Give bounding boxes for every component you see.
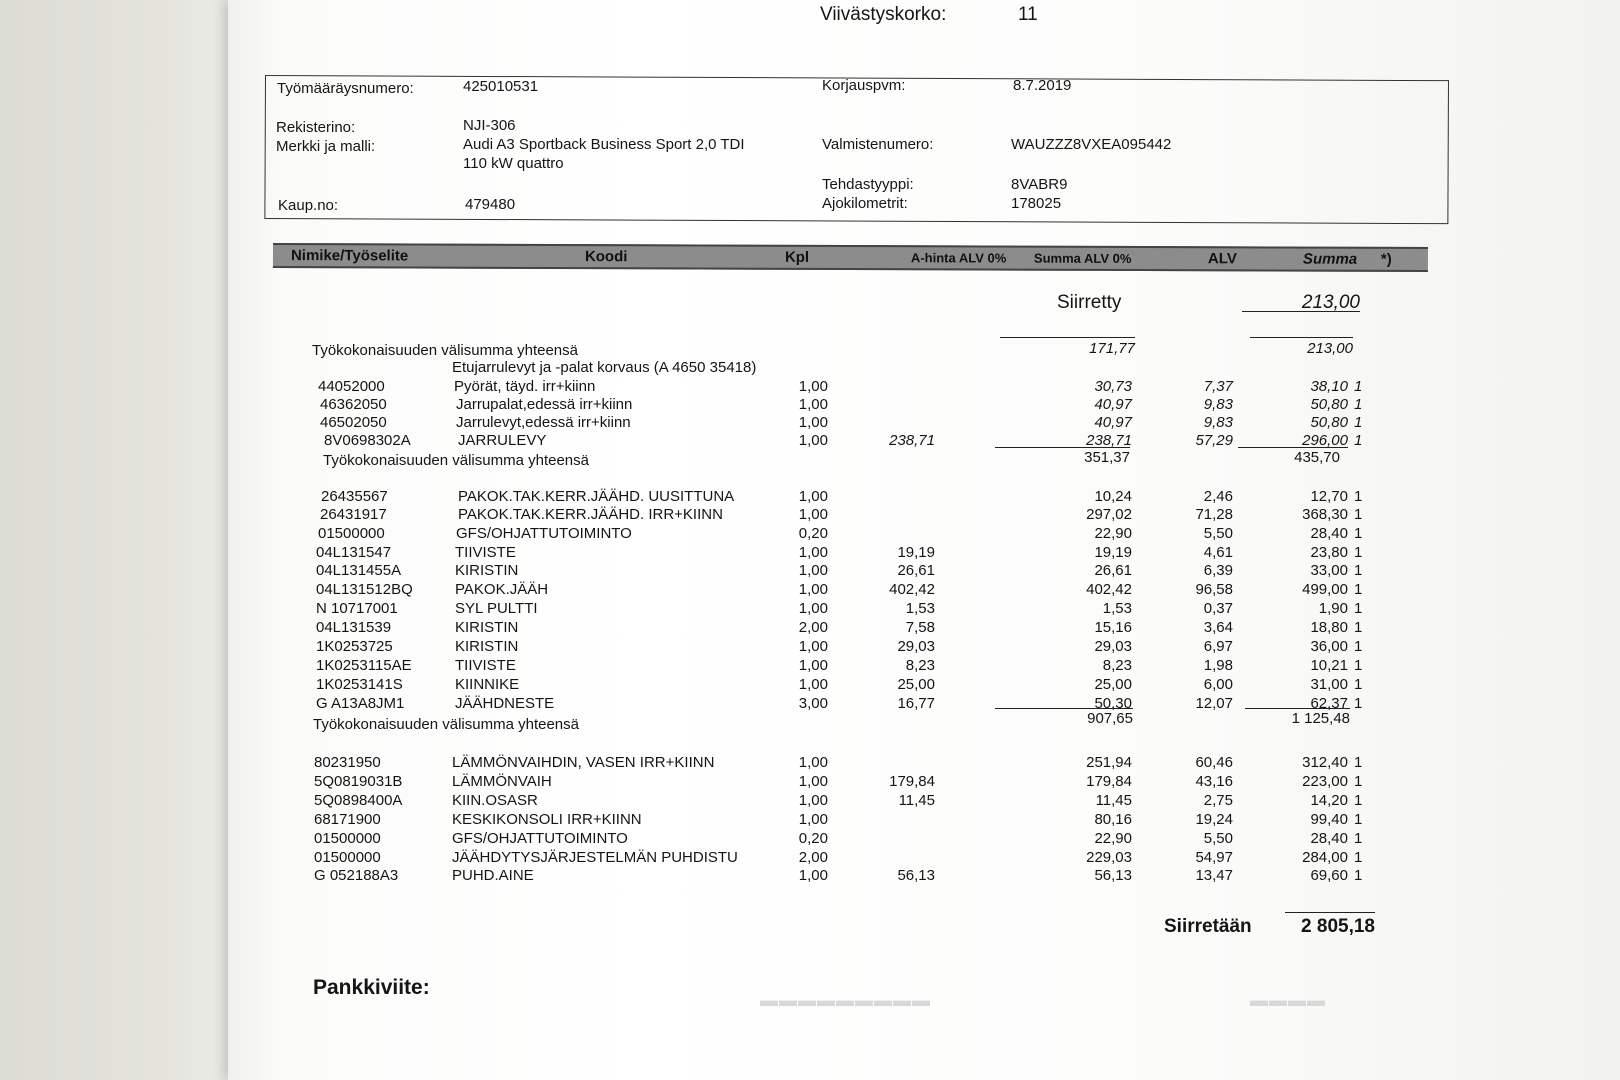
item-marker: 1 — [1354, 581, 1363, 598]
item-vat: 4,61 — [1203, 544, 1233, 561]
item-sum-vat0: 29,03 — [1094, 638, 1132, 655]
item-marker: 1 — [1354, 773, 1363, 790]
item-name: KIRISTIN — [455, 619, 519, 636]
item-total: 368,30 — [1302, 506, 1348, 523]
item-sum-vat0: 15,16 — [1094, 619, 1132, 636]
item-sum-vat0: 1,53 — [1102, 600, 1132, 617]
item-code: 26435567 — [321, 488, 388, 505]
make-model-value: Audi A3 Sportback Business Sport 2,0 TDI — [463, 136, 745, 153]
item-qty: 1,00 — [798, 506, 828, 523]
item-total: 499,00 — [1302, 581, 1348, 598]
show-through-text: ▬▬▬▬ — [1250, 990, 1326, 1010]
item-qty: 1,00 — [798, 811, 828, 828]
item-sum-vat0: 11,45 — [1095, 792, 1132, 809]
item-marker: 1 — [1354, 544, 1363, 561]
item-sum-vat0: 40,97 — [1094, 414, 1132, 431]
item-code: 01500000 — [314, 830, 381, 847]
item-vat: 60,46 — [1195, 754, 1233, 771]
item-qty: 1,00 — [798, 378, 828, 395]
item-name: Jarrupalat,edessä irr+kiinn — [456, 396, 633, 413]
subtotal-3-total: 1 125,48 — [1291, 710, 1350, 727]
item-marker: 1 — [1354, 562, 1363, 579]
item-qty: 1,00 — [798, 544, 828, 561]
item-name: TIIVISTE — [455, 544, 516, 561]
item-unit-price: 1,53 — [905, 600, 935, 617]
item-total: 50,80 — [1310, 414, 1348, 431]
item-vat: 5,50 — [1203, 830, 1233, 847]
item-code: 80231950 — [314, 754, 381, 771]
item-vat: 71,28 — [1195, 506, 1233, 523]
item-code: 5Q0819031B — [314, 773, 403, 790]
item-total: 36,00 — [1310, 638, 1348, 655]
item-marker: 1 — [1354, 830, 1363, 847]
item-vat: 6,97 — [1203, 638, 1233, 655]
item-name: KIRISTIN — [455, 562, 519, 579]
item-qty: 1,00 — [798, 488, 828, 505]
item-qty: 1,00 — [798, 562, 828, 579]
item-vat: 54,97 — [1195, 849, 1233, 866]
item-unit-price: 11,45 — [898, 792, 935, 809]
item-code: 1K0253141S — [316, 676, 403, 693]
subtotal-2-total: 435,70 — [1294, 449, 1340, 466]
item-marker: 1 — [1354, 754, 1363, 771]
item-vat: 3,64 — [1203, 619, 1233, 636]
item-marker: 1 — [1354, 811, 1363, 828]
col-code: Koodi — [584, 248, 628, 266]
item-qty: 1,00 — [798, 676, 828, 693]
item-vat: 0,37 — [1203, 600, 1233, 617]
item-qty: 1,00 — [798, 638, 828, 655]
item-name: LÄMMÖNVAIH — [452, 773, 552, 790]
item-vat: 1,98 — [1203, 657, 1233, 674]
item-sum-vat0: 50,30 — [1094, 695, 1132, 712]
item-qty: 3,00 — [798, 695, 828, 712]
col-vat: ALV — [1207, 250, 1237, 268]
odometer-value: 178025 — [1011, 195, 1062, 212]
item-marker: 1 — [1354, 432, 1363, 449]
item-code: 01500000 — [318, 525, 385, 542]
repair-date-value: 8.7.2019 — [1013, 77, 1072, 94]
item-total: 18,80 — [1310, 619, 1348, 636]
rule — [1000, 337, 1135, 338]
item-vat: 6,00 — [1203, 676, 1233, 693]
item-total: 284,00 — [1302, 849, 1348, 866]
item-sum-vat0: 238,71 — [1086, 432, 1132, 449]
item-marker: 1 — [1354, 638, 1363, 655]
item-vat: 9,83 — [1203, 414, 1233, 431]
item-unit-price: 26,61 — [897, 562, 935, 579]
item-sum-vat0: 26,61 — [1094, 562, 1132, 579]
item-sum-vat0: 22,90 — [1094, 830, 1132, 847]
item-vat: 19,24 — [1195, 811, 1233, 828]
item-name: GFS/OHJATTUTOIMINTO — [456, 525, 632, 542]
item-unit-price: 402,42 — [889, 581, 935, 598]
item-name: KIIN.OSASR — [452, 792, 538, 809]
rule — [1250, 337, 1353, 338]
item-unit-price: 8,23 — [905, 657, 935, 674]
item-code: 26431917 — [320, 506, 387, 523]
item-code: 1K0253725 — [316, 638, 393, 655]
make-model-label: Merkki ja malli: — [276, 138, 376, 155]
subtotal-3-sum0: 907,65 — [1087, 710, 1133, 727]
item-unit-price: 19,19 — [897, 544, 935, 561]
item-vat: 96,58 — [1195, 581, 1233, 598]
item-qty: 0,20 — [798, 525, 828, 542]
item-marker: 1 — [1354, 600, 1363, 617]
item-sum-vat0: 30,73 — [1094, 378, 1132, 395]
item-total: 296,00 — [1302, 432, 1348, 449]
col-unit-price: A-hinta ALV 0% — [910, 250, 1007, 266]
item-name: SYL PULTTI — [455, 600, 538, 617]
item-name: Jarrulevyt,edessä irr+kiinn — [456, 414, 631, 431]
item-name: TIIVISTE — [455, 657, 516, 674]
factory-type-value: 8VABR9 — [1011, 176, 1068, 193]
show-through-text: ▬▬▬▬▬▬▬▬▬ — [760, 990, 931, 1010]
vin-label: Valmistenumero: — [822, 136, 934, 153]
item-total: 50,80 — [1310, 396, 1348, 413]
section-title: Etujarrulevyt ja -palat korvaus (A 4650 35418) — [452, 359, 757, 376]
rule — [995, 708, 1133, 709]
repair-date-label: Korjauspvm: — [822, 77, 906, 94]
item-qty: 1,00 — [798, 867, 828, 884]
item-name: JÄÄHDYTYSJÄRJESTELMÄN PUHDISTU — [452, 849, 738, 866]
item-total: 14,20 — [1310, 792, 1348, 809]
item-marker: 1 — [1354, 488, 1363, 505]
item-code: 44052000 — [318, 378, 385, 395]
carried-in-value: 213,00 — [1301, 292, 1360, 313]
item-name: KESKIKONSOLI IRR+KIINN — [452, 811, 642, 828]
item-name: JARRULEVY — [458, 432, 547, 449]
item-marker: 1 — [1354, 676, 1363, 693]
col-marker: *) — [1380, 250, 1392, 268]
rule — [1285, 912, 1375, 913]
col-name: Nimike/Työselite — [290, 247, 409, 265]
item-marker: 1 — [1354, 792, 1363, 809]
item-sum-vat0: 25,00 — [1094, 676, 1132, 693]
item-total: 1,90 — [1318, 600, 1348, 617]
item-code: 46362050 — [320, 396, 387, 413]
item-qty: 1,00 — [798, 773, 828, 790]
registration-label: Rekisterino: — [276, 119, 356, 136]
item-total: 12,70 — [1310, 488, 1348, 505]
item-name: PAKOK.JÄÄH — [455, 581, 549, 598]
item-qty: 1,00 — [798, 754, 828, 771]
col-total: Summa — [1302, 250, 1358, 268]
item-code: 04L131455A — [316, 562, 402, 579]
item-code: G A13A8JM1 — [316, 695, 405, 712]
factory-type-label: Tehdastyyppi: — [822, 176, 914, 193]
item-unit-price: 25,00 — [897, 676, 935, 693]
item-code: N 10717001 — [316, 600, 398, 617]
item-marker: 1 — [1354, 657, 1363, 674]
order-number-value: 425010531 — [463, 78, 539, 95]
bank-reference-label: Pankkiviite: — [313, 976, 430, 999]
item-total: 33,00 — [1310, 562, 1348, 579]
subtotal-label-2: Työkokonaisuuden välisumma yhteensä — [323, 452, 589, 469]
item-code: G 052188A3 — [314, 867, 399, 884]
item-vat: 2,46 — [1203, 488, 1233, 505]
item-code: 5Q0898400A — [314, 792, 403, 809]
late-interest-label: Viivästyskorko: — [820, 4, 947, 25]
table-header — [273, 243, 1428, 272]
item-qty: 2,00 — [798, 619, 828, 636]
item-name: KIRISTIN — [455, 638, 519, 655]
item-total: 312,40 — [1302, 754, 1348, 771]
item-marker: 1 — [1354, 414, 1363, 431]
rule — [1245, 708, 1350, 709]
item-qty: 1,00 — [798, 657, 828, 674]
late-interest-value: 11 — [1018, 4, 1038, 25]
item-sum-vat0: 297,02 — [1086, 506, 1132, 523]
item-code: 8V0698302A — [324, 432, 411, 449]
item-total: 62,37 — [1310, 695, 1348, 712]
item-vat: 7,37 — [1203, 378, 1233, 395]
carried-in-label: Siirretty — [1057, 292, 1122, 313]
item-unit-price: 179,84 — [889, 773, 935, 790]
item-name: PUHD.AINE — [452, 867, 534, 884]
item-qty: 1,00 — [798, 396, 828, 413]
item-total: 99,40 — [1310, 811, 1348, 828]
vin-value: WAUZZZ8VXEA095442 — [1011, 136, 1172, 153]
item-sum-vat0: 40,97 — [1094, 396, 1132, 413]
item-name: PAKOK.TAK.KERR.JÄÄHD. UUSITTUNA — [458, 488, 735, 505]
item-unit-price: 29,03 — [897, 638, 935, 655]
item-code: 1K0253115AE — [316, 657, 412, 674]
item-sum-vat0: 8,23 — [1102, 657, 1132, 674]
item-sum-vat0: 22,90 — [1094, 525, 1132, 542]
item-code: 68171900 — [314, 811, 381, 828]
item-total: 10,21 — [1310, 657, 1348, 674]
item-total: 38,10 — [1310, 378, 1348, 395]
item-sum-vat0: 179,84 — [1086, 773, 1132, 790]
col-sum-vat0: Summa ALV 0% — [1033, 250, 1132, 266]
rule — [1242, 311, 1360, 312]
item-total: 28,40 — [1310, 830, 1348, 847]
item-sum-vat0: 402,42 — [1086, 581, 1132, 598]
item-name: JÄÄHDNESTE — [455, 695, 555, 712]
item-sum-vat0: 229,03 — [1086, 849, 1132, 866]
item-vat: 43,16 — [1195, 773, 1233, 790]
subtotal-label-1: Työkokonaisuuden välisumma yhteensä — [312, 342, 578, 359]
registration-value: NJI-306 — [463, 117, 516, 134]
rule — [1238, 447, 1348, 448]
item-vat: 13,47 — [1195, 867, 1233, 884]
item-name: PAKOK.TAK.KERR.JÄÄHD. IRR+KIINN — [458, 506, 723, 523]
item-vat: 9,83 — [1203, 396, 1233, 413]
item-marker: 1 — [1354, 849, 1363, 866]
item-marker: 1 — [1354, 396, 1363, 413]
item-sum-vat0: 80,16 — [1094, 811, 1132, 828]
rule — [995, 447, 1130, 448]
subtotal-1-sum0: 171,77 — [1089, 340, 1135, 357]
item-code: 04L131547 — [316, 544, 392, 561]
item-name: Pyörät, täyd. irr+kiinn — [454, 378, 596, 395]
customer-number-label: Kaup.no: — [278, 197, 339, 214]
item-sum-vat0: 56,13 — [1094, 867, 1132, 884]
item-unit-price: 16,77 — [897, 695, 935, 712]
customer-number-value: 479480 — [465, 196, 516, 213]
item-sum-vat0: 19,19 — [1094, 544, 1132, 561]
item-total: 223,00 — [1302, 773, 1348, 790]
item-marker: 1 — [1354, 867, 1363, 884]
item-code: 01500000 — [314, 849, 381, 866]
item-name: LÄMMÖNVAIHDIN, VASEN IRR+KIINN — [452, 754, 715, 771]
subtotal-2-sum0: 351,37 — [1084, 449, 1130, 466]
item-total: 69,60 — [1310, 867, 1348, 884]
item-qty: 1,00 — [798, 414, 828, 431]
odometer-label: Ajokilometrit: — [822, 195, 908, 212]
item-qty: 1,00 — [798, 600, 828, 617]
item-name: KIINNIKE — [455, 676, 520, 693]
item-qty: 2,00 — [798, 849, 828, 866]
item-sum-vat0: 10,24 — [1094, 488, 1132, 505]
subtotal-1-total: 213,00 — [1307, 340, 1353, 357]
make-model-value-2: 110 kW quattro — [463, 155, 564, 172]
item-code: 46502050 — [320, 414, 387, 431]
carried-out-label: Siirretään — [1164, 916, 1252, 937]
subtotal-label-3: Työkokonaisuuden välisumma yhteensä — [313, 716, 579, 733]
item-marker: 1 — [1354, 619, 1363, 636]
item-vat: 5,50 — [1203, 525, 1233, 542]
item-marker: 1 — [1354, 506, 1363, 523]
col-qty: Kpl — [784, 248, 810, 266]
item-unit-price: 56,13 — [897, 867, 935, 884]
item-vat: 6,39 — [1203, 562, 1233, 579]
item-unit-price: 238,71 — [889, 432, 935, 449]
item-vat: 2,75 — [1203, 792, 1233, 809]
item-marker: 1 — [1354, 525, 1363, 542]
item-total: 23,80 — [1310, 544, 1348, 561]
item-unit-price: 7,58 — [905, 619, 935, 636]
item-code: 04L131539 — [316, 619, 392, 636]
item-name: GFS/OHJATTUTOIMINTO — [452, 830, 628, 847]
carried-out-value: 2 805,18 — [1301, 916, 1375, 937]
item-total: 31,00 — [1310, 676, 1348, 693]
item-qty: 0,20 — [798, 830, 828, 847]
item-qty: 1,00 — [798, 792, 828, 809]
item-total: 28,40 — [1310, 525, 1348, 542]
item-vat: 12,07 — [1195, 695, 1233, 712]
item-qty: 1,00 — [798, 432, 828, 449]
item-sum-vat0: 251,94 — [1086, 754, 1132, 771]
item-qty: 1,00 — [798, 581, 828, 598]
item-marker: 1 — [1354, 378, 1363, 395]
order-number-label: Työmääräysnumero: — [277, 80, 414, 97]
item-marker: 1 — [1354, 695, 1363, 712]
item-code: 04L131512BQ — [316, 581, 413, 598]
item-vat: 57,29 — [1195, 432, 1233, 449]
